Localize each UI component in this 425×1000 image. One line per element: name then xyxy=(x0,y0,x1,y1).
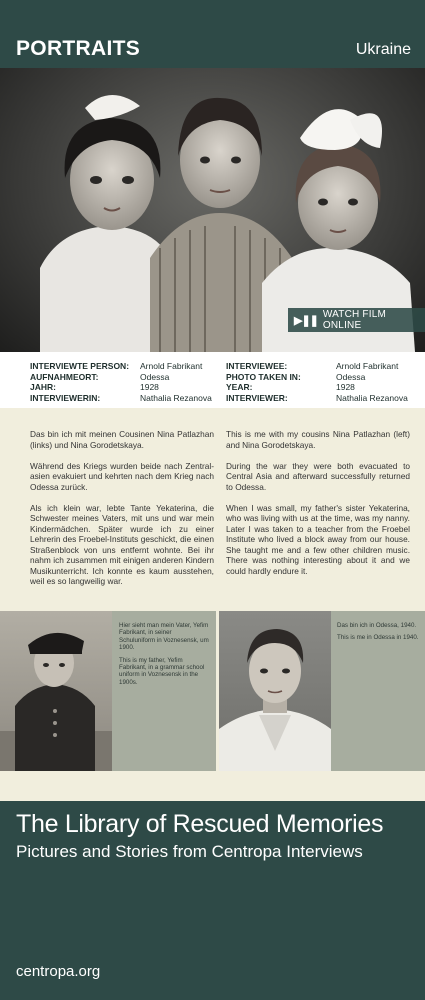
footer xyxy=(0,801,425,1000)
story-english xyxy=(226,429,410,587)
caption-german: Das bin ich in Odessa, 1940. xyxy=(337,622,417,629)
info-value: 1928 xyxy=(336,382,355,392)
header-bar xyxy=(0,0,425,68)
info-value: Nathalia Rezanova xyxy=(140,392,212,403)
info-labels-de xyxy=(30,361,129,403)
portrait-1940-photo xyxy=(219,611,331,771)
strip-bottom-band xyxy=(0,771,425,801)
story-paragraph: When I was small, my father's sister Yekaterina, who was living with us at the time, was my nanny. Later I was taken to a teacher from the Froebel Institute who lived a block away from our house. She taught me and a few other children music. There was nothing interesting about it and we could hardly endure it. xyxy=(226,502,410,576)
page-title: PORTRAITS xyxy=(16,37,141,60)
info-values-en xyxy=(336,361,408,403)
info-label: INTERVIEWER: xyxy=(226,392,288,403)
library-subtitle: Pictures and Stories from Centropa Interviews xyxy=(16,842,363,861)
story-paragraph: Als ich klein war, lebte Tante Yekaterina, die Schwester meines Vaters, mit uns und war mein Kindermädchen. Später wurde ich zu einer Lehrerin des Froebel-Instituts geschickt, die einen Straßenblock von uns entfernt wohnte. Bei ihr nahm ich zusammen mit einigen anderen Kindern Musikunterricht. Ich konnte es kaum ausstehen, weil es so langweilig war. xyxy=(30,502,214,586)
info-label: INTERVIEWEE: xyxy=(226,361,288,371)
portrait-1940-caption xyxy=(337,622,425,647)
library-title: The Library of Rescued Memories xyxy=(16,810,384,838)
caption-german: Hier sieht man mein Vater, Yefim Fabrikant, in seiner Schuluniform in Voznesensk, um 1900. xyxy=(119,622,209,652)
story-paragraph: During the war they were both evacuated to Central Asia and afterward successfully returned to Odessa. xyxy=(226,460,410,492)
caption-english: This is me in Odessa in 1940. xyxy=(337,634,419,642)
info-label: AUFNAHMEORT: xyxy=(30,371,99,382)
info-label: INTERVIEWERIN: xyxy=(30,392,101,403)
father-caption xyxy=(119,622,209,691)
website-link[interactable]: centropa.org xyxy=(16,963,101,980)
country-label: Ukraine xyxy=(355,41,411,58)
story-section xyxy=(0,408,425,611)
story-paragraph: Während des Kriegs wurden beide nach Zentral-asien evakuiert und kehrten nach dem Krieg nach Odessa zurück. xyxy=(30,460,214,492)
story-paragraph: Das bin ich mit meinen Cousinen Nina Patlazhan (links) und Nina Gorodetskaya. xyxy=(30,429,214,450)
watch-film-label: WATCH FILM ONLINE xyxy=(322,309,387,331)
play-pause-icon: ▶❚❚ xyxy=(294,314,318,327)
story-german xyxy=(30,429,214,597)
info-label: JAHR: xyxy=(30,382,56,392)
info-label: INTERVIEWTE PERSON: xyxy=(30,361,130,371)
info-labels-en xyxy=(226,361,301,403)
info-value: Odessa xyxy=(140,371,170,382)
father-photo xyxy=(0,611,112,771)
info-value: Nathalia Rezanova xyxy=(336,392,408,403)
info-label: PHOTO TAKEN IN: xyxy=(226,371,301,382)
info-table xyxy=(0,352,425,408)
info-value: Arnold Fabrikant xyxy=(140,361,203,371)
info-label: YEAR: xyxy=(226,382,253,392)
caption-english: This is my father, Yefim Fabrikant, in a grammar school uniform in Voznesensk in the 1900s. xyxy=(119,656,205,686)
info-value: Arnold Fabrikant xyxy=(336,361,399,371)
story-paragraph: This is me with my cousins Nina Patlazhan (left) and Nina Gorodetskaya. xyxy=(226,429,410,450)
info-value: Odessa xyxy=(336,371,366,382)
info-values-de xyxy=(140,361,212,403)
info-value: 1928 xyxy=(140,382,159,392)
watch-film-button[interactable] xyxy=(288,308,425,332)
